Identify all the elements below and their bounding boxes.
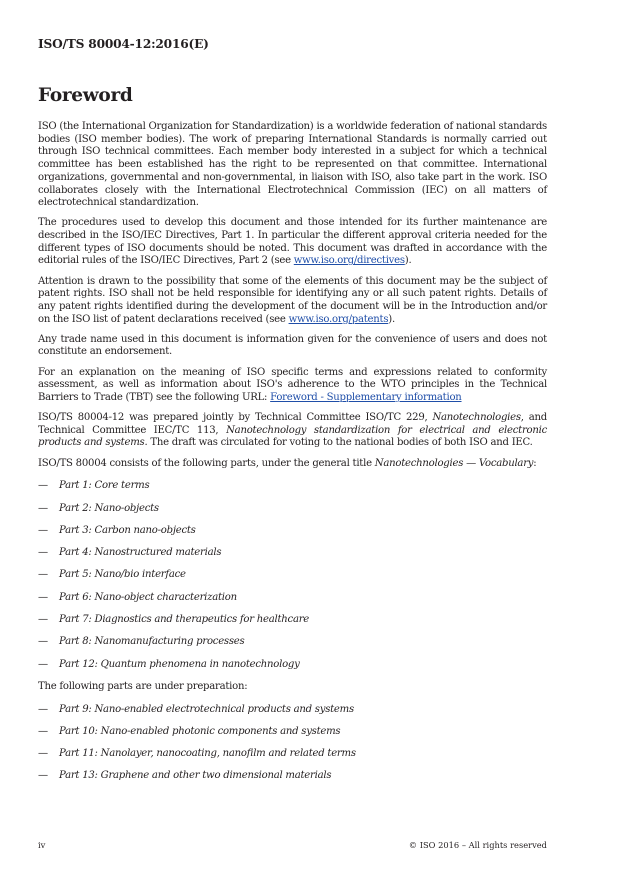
committee-title: Nanotechnologies: [432, 412, 521, 424]
list-item: [38, 704, 547, 726]
paragraph-conformity: [38, 367, 547, 405]
dash-bullet: —: [38, 524, 48, 536]
in-preparation-parts-list: [38, 704, 547, 793]
part-title: Part 8: Nanomanufacturing processes: [59, 636, 245, 648]
dash-bullet: —: [38, 547, 48, 559]
dash-bullet: —: [38, 725, 48, 737]
text: . The draft was circulated for voting to the national bodies of both ISO and IEC.: [144, 437, 533, 449]
text: For an explanation on the meaning of ISO specific terms and expressions related to conformity assessment, as well as information about ISO's adherence to the WTO principles in the Technical Barriers to Trade (TBT) see the following URL:: [38, 366, 547, 403]
dash-bullet: —: [38, 591, 48, 603]
part-title: Part 11: Nanolayer, nanocoating, nanofilm and related terms: [59, 748, 356, 760]
document-id: ISO/TS 80004-12:2016(E): [38, 37, 209, 51]
text: ISO/TS 80004-12 was prepared jointly by Technical Committee ISO/TC 229,: [38, 412, 433, 424]
paragraph-prepared-by: [38, 412, 547, 450]
paragraph-parts-intro: [38, 458, 547, 471]
list-item: [38, 569, 547, 591]
part-title: Part 3: Carbon nano-objects: [59, 524, 196, 536]
dash-bullet: —: [38, 703, 48, 715]
copyright-notice: © ISO 2016 – All rights reserved: [408, 840, 547, 850]
part-title: Part 12: Quantum phenomena in nanotechnology: [59, 658, 300, 670]
part-title: Part 2: Nano-objects: [59, 502, 159, 514]
part-title: Part 10: Nano-enabled photonic components and systems: [59, 725, 341, 737]
list-item: [38, 748, 547, 770]
text: ISO/TS 80004 consists of the following parts, under the general title: [38, 457, 375, 469]
text: The procedures used to develop this document and those intended for its further maintenance are described in the ISO/IEC Directives, Part 1. In particular the different approval criteria needed for the different types of ISO documents should be noted. This document was drafted in accordance with the editorial rules of the ISO/IEC Directives, Part 2 (see: [38, 217, 547, 267]
part-title: Part 9: Nano-enabled electrotechnical products and systems: [59, 703, 354, 715]
text: Attention is drawn to the possibility that some of the elements of this document may be the subject of patent rights. ISO shall not be held responsible for identifying any or all such patent rights. Details of any patent rights identified during the development of the document will be in the Introduction and/or on the ISO list of patent declarations received (see: [38, 275, 547, 325]
patents-link[interactable]: www.iso.org/patents: [288, 313, 389, 325]
paragraph-patents: [38, 276, 547, 327]
part-title: Part 1: Core terms: [59, 480, 150, 492]
dash-bullet: —: [38, 770, 48, 782]
supplementary-info-link[interactable]: Foreword - Supplementary information: [270, 391, 462, 403]
section-title: Foreword: [38, 85, 133, 106]
dash-bullet: —: [38, 614, 48, 625]
text: , and Technical Committee IEC/TC 113,: [38, 412, 547, 436]
list-item: [38, 525, 547, 547]
committee-title: Nanotechnology standardization for electrical and electronic products and systems: [38, 424, 547, 449]
part-title: Part 5: Nano/bio interface: [59, 569, 186, 581]
page-number: iv: [38, 840, 46, 850]
part-title: Part 4: Nanostructured materials: [59, 547, 222, 559]
directives-link[interactable]: www.iso.org/directives: [293, 255, 405, 267]
dash-bullet: —: [38, 658, 48, 670]
text: :: [533, 457, 537, 469]
part-title: Part 6: Nano-object characterization: [59, 591, 237, 603]
dash-bullet: —: [38, 480, 48, 492]
published-parts-list: [38, 480, 547, 681]
list-item: [38, 636, 547, 658]
dash-bullet: —: [38, 748, 48, 760]
paragraph-trade-name: Any trade name used in this document is information given for the convenience of users and does not constitute an endorsement.: [38, 333, 547, 358]
text: ).: [404, 255, 412, 267]
list-item: [38, 659, 547, 681]
part-title: Part 13: Graphene and other two dimensional materials: [59, 770, 332, 782]
list-item: [38, 726, 547, 748]
general-title: Nanotechnologies — Vocabulary: [374, 457, 534, 469]
dash-bullet: —: [38, 569, 48, 581]
paragraph-under-preparation: The following parts are under preparation:: [38, 680, 248, 692]
list-item: [38, 547, 547, 569]
part-title: Part 7: Diagnostics and therapeutics for healthcare: [59, 614, 310, 625]
list-item: [38, 503, 547, 525]
foreword-body: [38, 121, 547, 793]
dash-bullet: —: [38, 502, 48, 514]
list-item: [38, 592, 547, 614]
text: ).: [388, 313, 395, 325]
list-item: [38, 480, 547, 502]
paragraph-iso-intro: ISO (the International Organization for Standardization) is a worldwide federation of national standards bodies (ISO member bodies). The work of preparing International Standards is normally carried out through ISO technical committees. Each member body interested in a subject for which a technical committee has been established has the right to be represented on that committee. International organizations, governmental and non-governmental, in liaison with ISO, also take part in the work. ISO collaborates closely with the International Electrotechnical Commission (IEC) on all matters of electrotechnical standardization.: [38, 121, 547, 209]
list-item: [38, 614, 547, 636]
list-item: [38, 770, 547, 792]
dash-bullet: —: [38, 636, 48, 648]
paragraph-procedures: [38, 217, 547, 268]
page-footer: [38, 840, 547, 850]
